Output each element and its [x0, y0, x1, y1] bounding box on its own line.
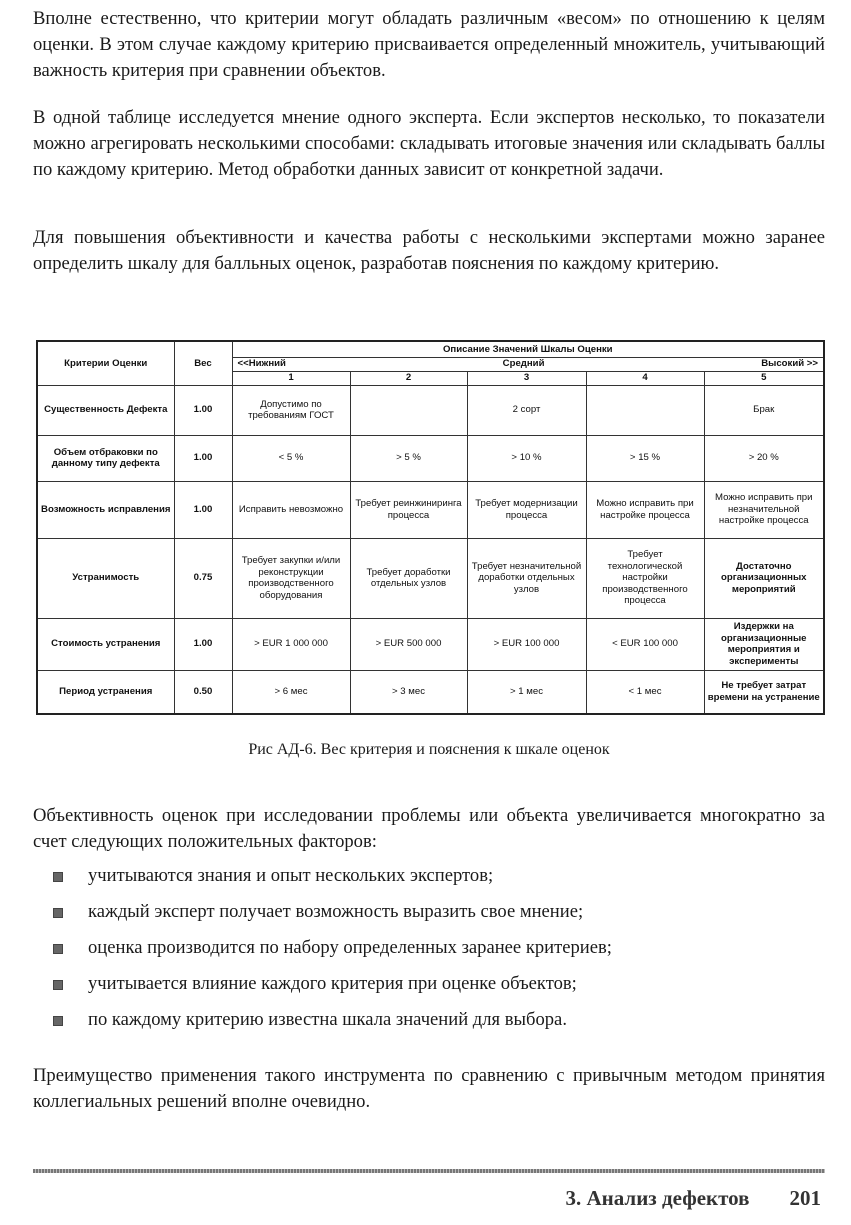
paragraph-3: Для повышения объективности и качества работы с несколькими экспертами можно заранее определить шкалу для балльных оценок, разработав пояснения по каждому критерию.: [33, 227, 825, 274]
table-row: [37, 385, 824, 435]
scale-value-1: 1: [232, 371, 350, 385]
scale-cell: > 10 %: [467, 435, 586, 481]
scale-cell: Требует реинжиниринга процесса: [350, 481, 467, 538]
scale-value-4: 4: [586, 371, 704, 385]
paragraph-1: Вполне естественно, что критерии могут обладать различным «весом» по отношению к целям оценки. В этом случае каждому критерию присваивается определенный множитель, учитывающий важность критерия при сравнении объектов.: [33, 8, 825, 81]
criterion-cell: Период устранения: [37, 670, 174, 714]
scale-cell: > 1 мес: [467, 670, 586, 714]
weight-cell: 0.75: [174, 538, 232, 618]
table-row: [37, 481, 824, 538]
criteria-weight-table: [36, 340, 825, 715]
table-row: [37, 435, 824, 481]
figure-caption: Рис АД-6. Вес критерия и пояснения к шкале оценок: [248, 741, 610, 758]
list-item: [33, 1007, 825, 1043]
page-footer: [565, 1186, 821, 1211]
scale-cell: > 15 %: [586, 435, 704, 481]
list-item-text: учитывается влияние каждого критерия при оценке объектов;: [88, 973, 577, 994]
table-row: [37, 538, 824, 618]
scale-cell: Можно исправить при настройке процесса: [586, 481, 704, 538]
scale-cell: Издержки на организационные мероприятия и эксперименты: [704, 618, 824, 670]
benefits-list: [33, 863, 825, 1043]
bullet-square-icon: [53, 872, 63, 882]
table-row: [37, 670, 824, 714]
scale-cell: < EUR 100 000: [586, 618, 704, 670]
weight-cell: 1.00: [174, 385, 232, 435]
scale-cell: Требует технологической настройки производственного процесса: [586, 538, 704, 618]
scale-cell: > 6 мес: [232, 670, 350, 714]
header-scale: Описание Значений Шкалы Оценки: [232, 341, 824, 357]
scale-cell: > 5 %: [350, 435, 467, 481]
weight-cell: 1.00: [174, 618, 232, 670]
table-row: [37, 618, 824, 670]
scale-cell: [350, 385, 467, 435]
header-weight: Вес: [174, 341, 232, 385]
criterion-cell: Стоимость устранения: [37, 618, 174, 670]
scale-cell: < 5 %: [232, 435, 350, 481]
scale-cell: 2 сорт: [467, 385, 586, 435]
footer-divider: [33, 1169, 825, 1173]
criterion-cell: Объем отбраковки по данному типу дефекта: [37, 435, 174, 481]
scale-cell: Требует закупки и/или реконструкции производственного оборудования: [232, 538, 350, 618]
criterion-cell: Возможность исправления: [37, 481, 174, 538]
page-number: 201: [789, 1186, 821, 1210]
scale-high-label: Высокий >>: [761, 358, 819, 370]
weight-cell: 1.00: [174, 435, 232, 481]
scale-cell: > 3 мес: [350, 670, 467, 714]
paragraph-4: Объективность оценок при исследовании проблемы или объекта увеличивается многократно за счет следующих положительных факторов:: [33, 805, 825, 852]
scale-value-3: 3: [467, 371, 586, 385]
list-item-text: учитываются знания и опыт нескольких экспертов;: [88, 865, 494, 886]
scale-cell: Не требует затрат времени на устранение: [704, 670, 824, 714]
list-item-text: по каждому критерию известна шкала значений для выбора.: [88, 1009, 567, 1030]
scale-cell: > 20 %: [704, 435, 824, 481]
list-item: [33, 935, 825, 971]
scale-cell: > EUR 1 000 000: [232, 618, 350, 670]
list-item: [33, 899, 825, 935]
list-item: [33, 863, 825, 899]
scale-cell: [586, 385, 704, 435]
scale-cell: > EUR 100 000: [467, 618, 586, 670]
bullet-square-icon: [53, 908, 63, 918]
header-criteria: Критерии Оценки: [37, 341, 174, 385]
criterion-cell: Существенность Дефекта: [37, 385, 174, 435]
list-item-text: каждый эксперт получает возможность выразить свое мнение;: [88, 901, 584, 922]
bullet-square-icon: [53, 980, 63, 990]
scale-cell: Исправить невозможно: [232, 481, 350, 538]
list-item: [33, 971, 825, 1007]
scale-mid-label: Средний: [502, 358, 545, 370]
list-item-text: оценка производится по набору определенных заранее критериев;: [88, 937, 612, 958]
scale-direction-row: [232, 357, 824, 371]
scale-cell: Брак: [704, 385, 824, 435]
scale-value-5: 5: [704, 371, 824, 385]
scale-cell: Требует доработки отдельных узлов: [350, 538, 467, 618]
scale-cell: Требует модернизации процесса: [467, 481, 586, 538]
paragraph-5: Преимущество применения такого инструмента по сравнению с привычным методом принятия коллегиальных решений вполне очевидно.: [33, 1065, 825, 1112]
bullet-square-icon: [53, 944, 63, 954]
chapter-title: 3. Анализ дефектов: [565, 1186, 750, 1210]
criterion-cell: Устранимость: [37, 538, 174, 618]
scale-cell: Требует незначительной доработки отдельных узлов: [467, 538, 586, 618]
bullet-square-icon: [53, 1016, 63, 1026]
paragraph-2: В одной таблице исследуется мнение одного эксперта. Если экспертов несколько, то показатели можно агрегировать несколькими способами: складывать итоговые значения или складывать баллы по каждому критерию. Метод обработки данных зависит от конкретной задачи.: [33, 107, 825, 180]
scale-cell: Допустимо по требованиям ГОСТ: [232, 385, 350, 435]
scale-cell: < 1 мес: [586, 670, 704, 714]
scale-cell: > EUR 500 000: [350, 618, 467, 670]
scale-value-2: 2: [350, 371, 467, 385]
weight-cell: 1.00: [174, 481, 232, 538]
scale-cell: Можно исправить при незначительной настройке процесса: [704, 481, 824, 538]
scale-low-label: <<Нижний: [237, 358, 286, 370]
scale-cell: Достаточно организационных мероприятий: [704, 538, 824, 618]
weight-cell: 0.50: [174, 670, 232, 714]
